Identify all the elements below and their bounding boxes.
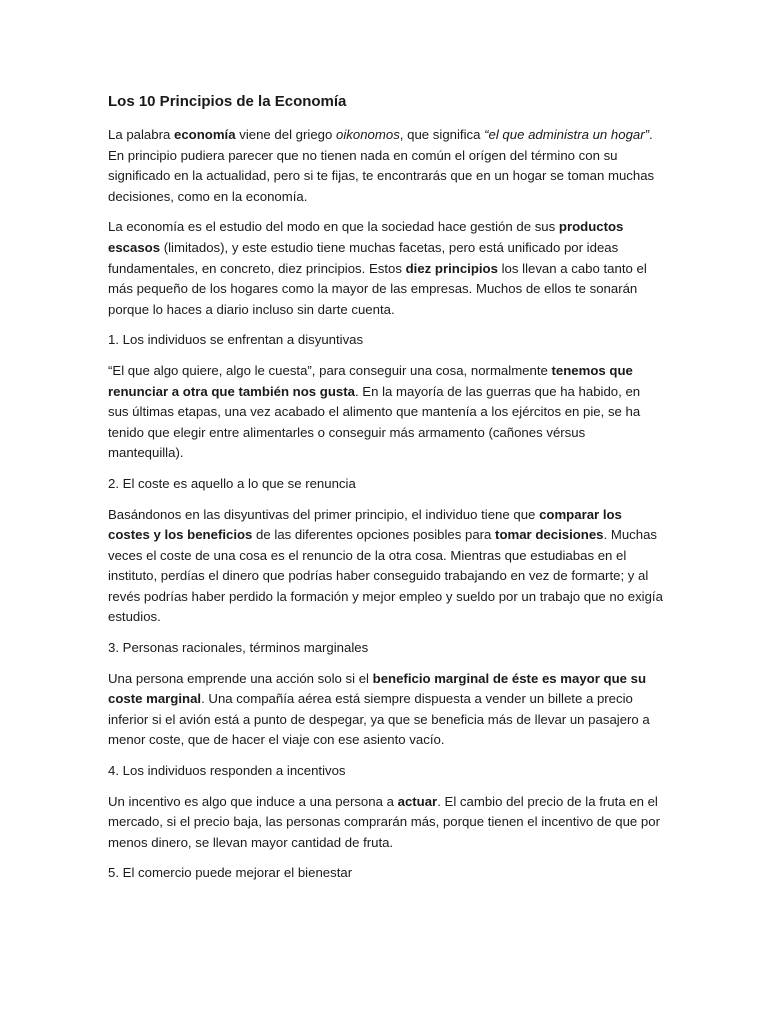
text-run: . El cambio del precio de la fruta en el mercado, si el precio baja, las personas comprarán más, porque tienen el incentivo de que por menos dinero, se llevan mayor cantidad de fruta. xyxy=(108,793,660,850)
body-paragraph xyxy=(108,669,664,751)
text-run: Un incentivo es algo que induce a una persona a xyxy=(108,793,398,809)
body-paragraph xyxy=(108,217,664,320)
text-run: “El que algo quiere, algo le cuesta”, para conseguir una cosa, normalmente xyxy=(108,362,552,378)
section-heading: 5. El comercio puede mejorar el bienestar xyxy=(108,865,353,881)
body-paragraph xyxy=(108,792,664,854)
section-heading: 3. Personas racionales, términos marginales xyxy=(108,640,369,656)
text-run: La palabra xyxy=(108,127,174,142)
bold-text: tomar decisiones xyxy=(495,527,604,543)
italic-text: oikonomos xyxy=(336,127,400,142)
text-run: los llevan a cabo tanto el más pequeño de los hogares como la mayor de las empresas. Muchos de ellos te sonarán porque lo haces a diario incluso sin darte cuenta. xyxy=(108,260,647,317)
text-run: . En la mayoría de las guerras que ha habido, en sus últimas etapas, una vez acabado el alimento que mantenía a los ejércitos en pie, se ha tenido que elegir entre alimentarles o conseguir más armamento (cañones vérsus mantequilla). xyxy=(108,383,641,461)
bold-text: economía xyxy=(174,127,236,142)
body-paragraph xyxy=(108,505,664,629)
document-title: Los 10 Principios de la Economía xyxy=(108,93,347,110)
bold-text: beneficio marginal de éste es mayor que su coste marginal xyxy=(108,670,647,707)
document-page xyxy=(108,92,664,894)
text-run: Una persona emprende una acción solo si el xyxy=(108,670,373,686)
bold-text: tenemos que renunciar a otra que también nos gusta xyxy=(108,362,633,399)
section-heading: 1. Los individuos se enfrentan a disyuntivas xyxy=(108,332,364,348)
bold-text: comparar los costes y los beneficios xyxy=(108,506,622,543)
document-body xyxy=(108,125,664,884)
body-paragraph xyxy=(108,361,664,464)
text-run: La economía es el estudio del modo en que la sociedad hace gestión de sus xyxy=(108,219,559,235)
body-paragraph xyxy=(108,125,664,207)
section-heading: 4. Los individuos responden a incentivos xyxy=(108,763,346,779)
italic-text: “el que administra un hogar” xyxy=(484,127,650,142)
section-heading: 2. El coste es aquello a lo que se renuncia xyxy=(108,475,356,491)
bold-text: productos escasos xyxy=(108,219,624,255)
text-run: (limitados), y este estudio tiene muchas facetas, pero está unificado por ideas fundamentales, en concreto, diez principios. Estos xyxy=(108,239,619,276)
bold-text: diez principios xyxy=(405,260,498,276)
text-run: viene del griego xyxy=(235,127,337,142)
text-run: . En principio pudiera parecer que no tienen nada en común el orígen del término con su significado en la actualidad, pero si te fijas, te encontrarás que en un hogar se toman muchas decisiones, como en la economía. xyxy=(108,127,655,204)
text-run: de las diferentes opciones posibles para xyxy=(252,527,496,543)
text-run: Basándonos en las disyuntivas del primer principio, el individuo tiene que xyxy=(108,506,540,522)
text-run: . Muchas veces el coste de una cosa es el renuncio de la otra cosa. Mientras que estudiabas en el instituto, perdías el dinero que podrías haber conseguido trabajando en vez de formarte; y al revés podrías haber perdido la formación y mejor empleo y sueldo por un trabajo que no exigía estudios. xyxy=(108,527,663,625)
text-run: . Una compañía aérea está siempre dispuesta a vender un billete a precio inferior si el avión está a punto de despegar, ya que se beneficia más de llevar un pasajero a menor coste, que de hacer el viaje con ese asiento vacío. xyxy=(108,691,650,748)
text-run: , que significa xyxy=(399,127,485,142)
bold-text: actuar xyxy=(397,793,438,809)
